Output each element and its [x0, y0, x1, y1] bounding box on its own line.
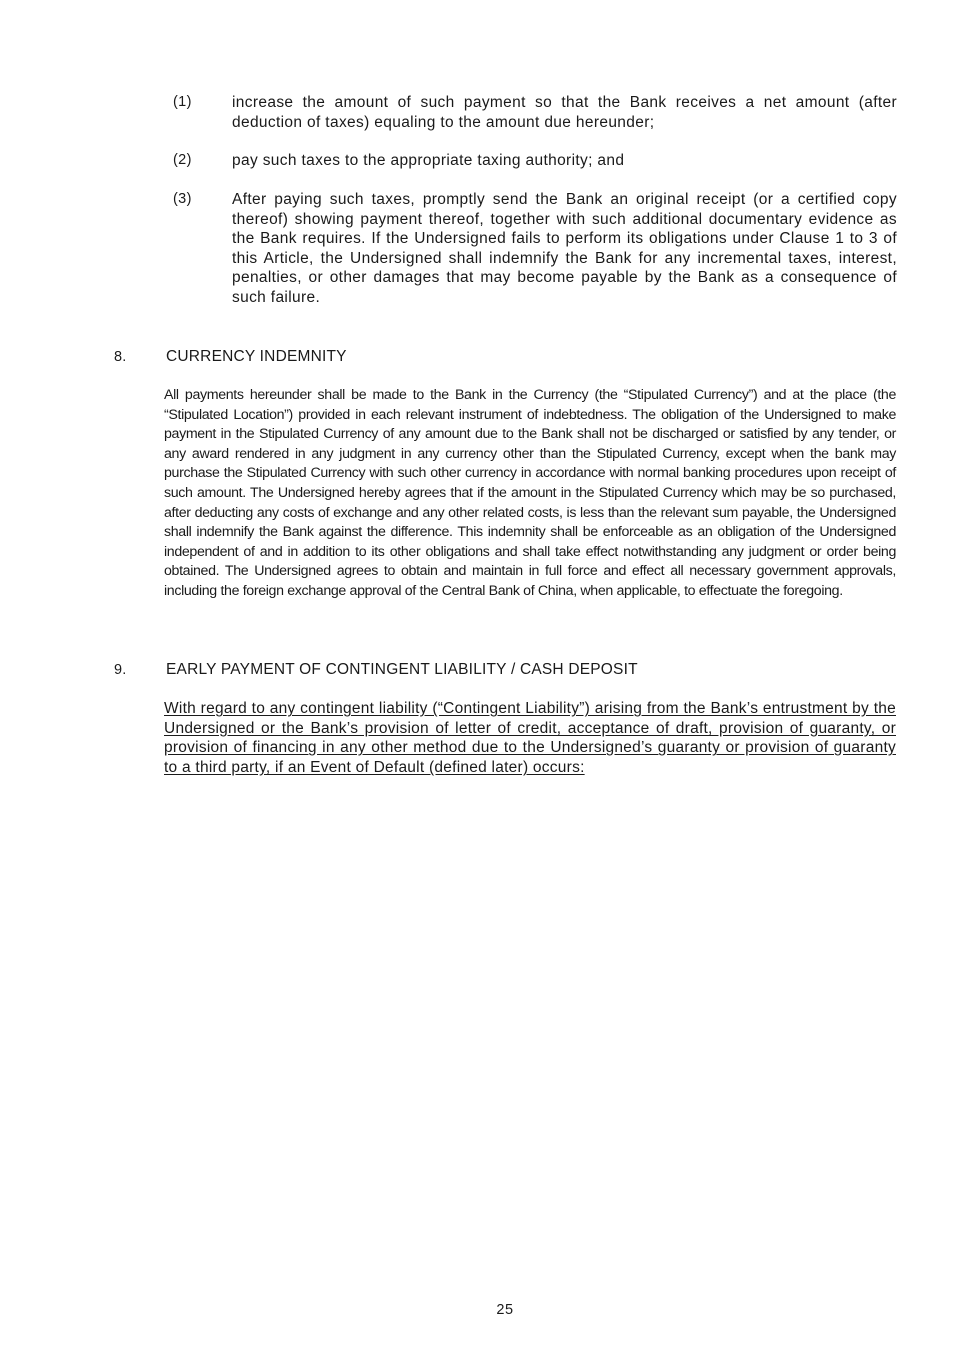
section-number: 8.: [114, 349, 127, 365]
list-item-number: (3): [173, 191, 192, 207]
list-item-text: pay such taxes to the appropriate taxing authority; and: [232, 152, 625, 169]
list-item-1: [173, 93, 897, 132]
list-item-number: (2): [173, 152, 192, 168]
section-title: CURRENCY INDEMNITY: [166, 348, 347, 365]
section-8-body: All payments hereunder shall be made to the Bank in the Currency (the “Stipulated Currency”) and at the place (the “Stipulated Location”) provided in each relevant instrument of indebtedness. The obligation of the Undersigned to make payment in the Stipulated Currency of any amount due to the Bank shall not be discharged or satisfied by any tender, or any award rendered in any judgment in any currency other than the Stipulated Currency, except when the bank may purchase the Stipulated Currency with such other currency in accordance with normal banking procedures upon receipt of such amount. The Undersigned hereby agrees that if the amount in the Stipulated Currency which may be so purchased, after deducting any costs of exchange and any other related costs, is less than the relevant sum payable, the Undersigned shall indemnify the Bank against the difference. This indemnity shall be enforceable as an obligation of the Undersigned independent of and in addition to its other obligations and shall take effect notwithstanding any judgment or order being obtained. The Undersigned agrees to obtain and maintain in full force and effect all necessary government approvals, including the foreign exchange approval of the Central Bank of China, when applicable, to effectuate the foregoing.: [164, 387, 896, 599]
section-number: 9.: [114, 662, 127, 678]
page-number: 25: [496, 1302, 514, 1318]
list-item-number: (1): [173, 94, 192, 110]
list-item-3: [173, 190, 897, 308]
section-9-body: With regard to any contingent liability (“Contingent Liability”) arising from the Bank’s entrustment by the Undersigned or the Bank’s provision of letter of credit, acceptance of draft, provision of guaranty, or provision of financing in any other method due to the Undersigned’s guaranty or provision of guaranty to a third party, if an Event of Default (defined later) occurs:: [164, 700, 896, 776]
section-title: EARLY PAYMENT OF CONTINGENT LIABILITY / CASH DEPOSIT: [166, 661, 638, 678]
list-item-text: increase the amount of such payment so that the Bank receives a net amount (after deduction of taxes) equaling to the amount due hereunder;: [232, 94, 897, 131]
list-item-2: [173, 151, 897, 171]
list-item-text: After paying such taxes, promptly send the Bank an original receipt (or a certified copy thereof) showing payment thereof, together with such additional documentary evidence as the Bank requires. If the Undersigned fails to perform its obligations under Clause 1 to 3 of this Article, the Undersigned shall indemnify the Bank for any incremental taxes, interest, penalties, or other damages that may become payable by the Bank as a consequence of such failure.: [232, 191, 897, 306]
